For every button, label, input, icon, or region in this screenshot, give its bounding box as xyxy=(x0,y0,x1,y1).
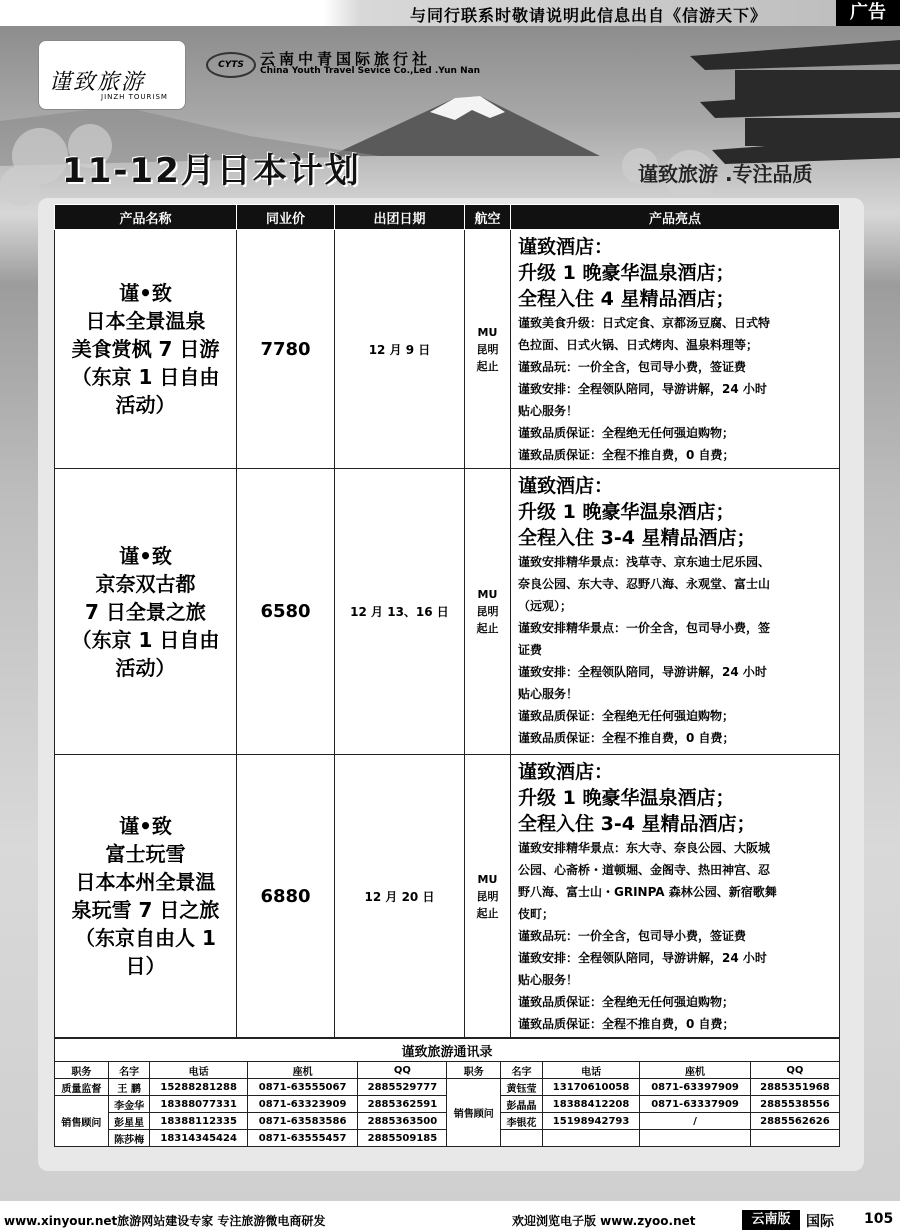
table-row xyxy=(55,469,840,755)
product-name: 谨•致 日本全景温泉 美食赏枫 7 日游 （东京 1 日自由 活动） xyxy=(55,230,237,469)
contact-header: 电话 xyxy=(150,1062,247,1079)
contact-landline: 0871-63323909 xyxy=(247,1096,358,1113)
contact-directory xyxy=(54,1038,840,1147)
header-price: 同业价 xyxy=(237,205,335,230)
contact-role: 销售顾问 xyxy=(55,1096,109,1147)
footer-bar xyxy=(0,1210,900,1230)
contact-mobile: 13170610058 xyxy=(542,1079,639,1096)
contact-name: 彭星星 xyxy=(108,1113,150,1130)
contact-mobile: 18388112335 xyxy=(150,1113,247,1130)
contact-header: 座机 xyxy=(247,1062,358,1079)
price: 6580 xyxy=(237,469,335,755)
top-notice-bar xyxy=(0,0,900,26)
footer-left-text: www.xinyour.net旅游网站建设专家 专注旅游微电商研发 xyxy=(4,1214,326,1228)
contact-header: 职务 xyxy=(447,1062,501,1079)
table-row xyxy=(55,230,840,469)
logo-script: 谨致旅游 xyxy=(49,70,146,95)
contact-qq: 2885363500 xyxy=(358,1113,447,1130)
departure-date: 12 月 13、16 日 xyxy=(335,469,465,755)
contact-header: 职务 xyxy=(55,1062,109,1079)
contact-name: 彭晶晶 xyxy=(501,1096,543,1113)
contact-qq: 2885362591 xyxy=(358,1096,447,1113)
ad-label: 广告 xyxy=(836,0,900,26)
contact-title: 谨致旅游通讯录 xyxy=(55,1039,840,1062)
airline: MU 昆明 起止 xyxy=(465,230,511,469)
edition-badge: 云南版 xyxy=(742,1210,800,1230)
contact-qq: 2885529777 xyxy=(358,1079,447,1096)
page-number: 105 xyxy=(864,1211,894,1227)
contact-mobile: 18314345424 xyxy=(150,1130,247,1147)
contact-landline: / xyxy=(640,1113,751,1130)
contact-mobile: 18388412208 xyxy=(542,1096,639,1113)
jinzhi-logo xyxy=(38,40,186,110)
contact-header: QQ xyxy=(358,1062,447,1079)
airline: MU 昆明 起止 xyxy=(465,469,511,755)
header-product-name: 产品名称 xyxy=(55,205,237,230)
header-date: 出团日期 xyxy=(335,205,465,230)
contact-name: 陈莎梅 xyxy=(108,1130,150,1147)
contact-row xyxy=(55,1079,840,1096)
airline: MU 昆明 起止 xyxy=(465,755,511,1038)
contact-empty xyxy=(501,1130,543,1147)
product-highlights: 谨致酒店： 升级 1 晚豪华温泉酒店； 全程入住 4 星精品酒店； 谨致美食升级：日式定食、京都汤豆腐、日式特 色拉面、日式火锅、日式烤肉、温泉料理等； 谨致品玩：一价全含，包司导小费，签证费 谨致安排：全程领队陪同，导游讲解，24 小时 贴心服务！ 谨致品质保证：全程绝无任何强迫购物； 谨致品质保证：全程不推自费，0 自费； xyxy=(511,230,840,469)
price: 6880 xyxy=(237,755,335,1038)
contact-qq: 2885351968 xyxy=(750,1079,839,1096)
table-row xyxy=(55,755,840,1038)
contact-landline: 0871-63555457 xyxy=(247,1130,358,1147)
price: 7780 xyxy=(237,230,335,469)
contact-name: 黄钰莹 xyxy=(501,1079,543,1096)
cyts-badge: CYTS xyxy=(206,52,256,78)
product-table xyxy=(54,204,840,1038)
contact-title-row xyxy=(55,1039,840,1062)
contact-mobile: 18388077331 xyxy=(150,1096,247,1113)
product-name: 谨•致 京奈双古都 7 日全景之旅 （东京 1 日自由 活动） xyxy=(55,469,237,755)
contact-landline: 0871-63397909 xyxy=(640,1079,751,1096)
contact-empty xyxy=(750,1130,839,1147)
product-highlights: 谨致酒店： 升级 1 晚豪华温泉酒店； 全程入住 3-4 星精品酒店； 谨致安排精华景点：浅草寺、京东迪士尼乐园、 奈良公园、东大寺、忍野八海、永观堂、富士山 （远观）； 谨致安排精华景点：一价全含，包司导小费，签 证费 谨致安排：全程领队陪同，导游讲解，24 小时 贴心服务！ 谨致品质保证：全程绝无任何强迫购物； 谨致品质保证：全程不推自费，0 自费； xyxy=(511,469,840,755)
contact-empty xyxy=(640,1130,751,1147)
contact-qq: 2885562626 xyxy=(750,1113,839,1130)
header-airline: 航空 xyxy=(465,205,511,230)
contact-header-row xyxy=(55,1062,840,1079)
contact-empty xyxy=(542,1130,639,1147)
contact-landline: 0871-63337909 xyxy=(640,1096,751,1113)
product-highlights: 谨致酒店： 升级 1 晚豪华温泉酒店； 全程入住 3-4 星精品酒店； 谨致安排精华景点：东大寺、奈良公园、大阪城 公园、心斋桥・道顿堀、金阁寺、热田神宫、忍 野八海、富士山・GRINPA 森林公园、新宿歌舞 伎町； 谨致品玩：一价全含，包司导小费，签证费 谨致安排：全程领队陪同，导游讲解，24 小时 贴心服务！ 谨致品质保证：全程绝无任何强迫购物； 谨致品质保证：全程不推自费，0 自费； xyxy=(511,755,840,1038)
contact-header: 座机 xyxy=(640,1062,751,1079)
contact-name: 李金华 xyxy=(108,1096,150,1113)
agency-name-en: China Youth Travel Sevice Co.,Led .Yun Nan xyxy=(260,66,481,76)
departure-date: 12 月 20 日 xyxy=(335,755,465,1038)
logo-subtitle: JINZH TOURISM xyxy=(101,93,168,101)
contact-name: 李银花 xyxy=(501,1113,543,1130)
page-title: 11-12月日本计划 xyxy=(62,151,361,191)
table-header-row xyxy=(55,205,840,230)
contact-landline: 0871-63555067 xyxy=(247,1079,358,1096)
product-name: 谨•致 富士玩雪 日本本州全景温 泉玩雪 7 日之旅 （东京自由人 1 日） xyxy=(55,755,237,1038)
contact-header: QQ xyxy=(750,1062,839,1079)
contact-mobile: 15198942793 xyxy=(542,1113,639,1130)
source-notice: 与同行联系时敬请说明此信息出自《信游天下》 xyxy=(410,6,768,25)
section-label: 国际 xyxy=(806,1214,834,1230)
contact-role: 销售顾问 xyxy=(447,1079,501,1147)
contact-mobile: 15288281288 xyxy=(150,1079,247,1096)
departure-date: 12 月 9 日 xyxy=(335,230,465,469)
contact-header: 电话 xyxy=(542,1062,639,1079)
contact-role: 质量监督 xyxy=(55,1079,109,1096)
contact-header: 名字 xyxy=(108,1062,150,1079)
footer-right-text: 欢迎浏览电子版 www.zyoo.net xyxy=(512,1214,696,1228)
contact-qq: 2885509185 xyxy=(358,1130,447,1147)
contact-landline: 0871-63583586 xyxy=(247,1113,358,1130)
contact-name: 王 鹏 xyxy=(108,1079,150,1096)
contact-header: 名字 xyxy=(501,1062,543,1079)
header-highlights: 产品亮点 xyxy=(511,205,840,230)
slogan: 谨致旅游 .专注品质 xyxy=(638,162,813,186)
contact-qq: 2885538556 xyxy=(750,1096,839,1113)
agency-name-cn: 云南中青国际旅行社 xyxy=(260,50,432,68)
